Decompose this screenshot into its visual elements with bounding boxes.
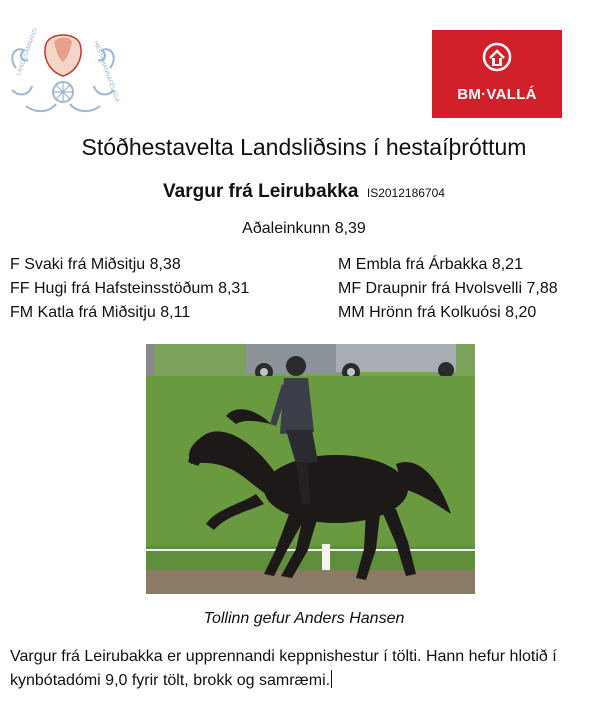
horse-description	[10, 645, 608, 693]
pedigree-dam-dam: MM Hrönn frá Kolkuósi 8,20	[338, 304, 537, 321]
main-score: Aðaleinkunn 8,39	[242, 220, 366, 237]
pedigree-dam: M Embla frá Árbakka 8,21	[338, 256, 523, 273]
text-cursor	[331, 670, 332, 688]
description-line-1: Vargur frá Leirubakka er upprennandi keppnishestur í tölti. Hann hefur hlotið í	[10, 648, 557, 665]
bm-valla-house-icon	[482, 42, 512, 78]
pedigree-sire-dam: FM Katla frá Miðsitju 8,11	[10, 304, 191, 321]
horse-and-rider-photo	[146, 344, 475, 594]
photo-caption: Tollinn gefur Anders Hansen	[203, 610, 405, 627]
svg-text:HESTAMANNAFÉLAGA: HESTAMANNAFÉLAGA	[92, 40, 120, 104]
horse-id: IS2012186704	[366, 186, 445, 200]
landssamband-seal-icon	[6, 28, 120, 120]
page-title: Stóðhestavelta Landsliðsins í hestaíþróttum	[81, 134, 527, 160]
description-line-2	[10, 669, 608, 693]
pedigree-sire: F Svaki frá Miðsitju 8,38	[10, 256, 181, 273]
pedigree-dam-sire: MF Draupnir frá Hvolsvelli 7,88	[338, 280, 558, 297]
description-line-2-text: kynbótadómi 9,0 fyrir tölt, brokk og samræmi.	[10, 672, 331, 689]
pedigree-sire-sire: FF Hugi frá Hafsteinsstöðum 8,31	[10, 280, 250, 297]
brand-text: BM·VALLÁ	[457, 86, 537, 103]
svg-text:LANDSSAMBAND: LANDSSAMBAND	[16, 28, 39, 77]
bm-valla-logo	[432, 30, 562, 118]
horse-heading	[0, 181, 608, 203]
horse-name: Vargur frá Leirubakka	[163, 181, 359, 202]
